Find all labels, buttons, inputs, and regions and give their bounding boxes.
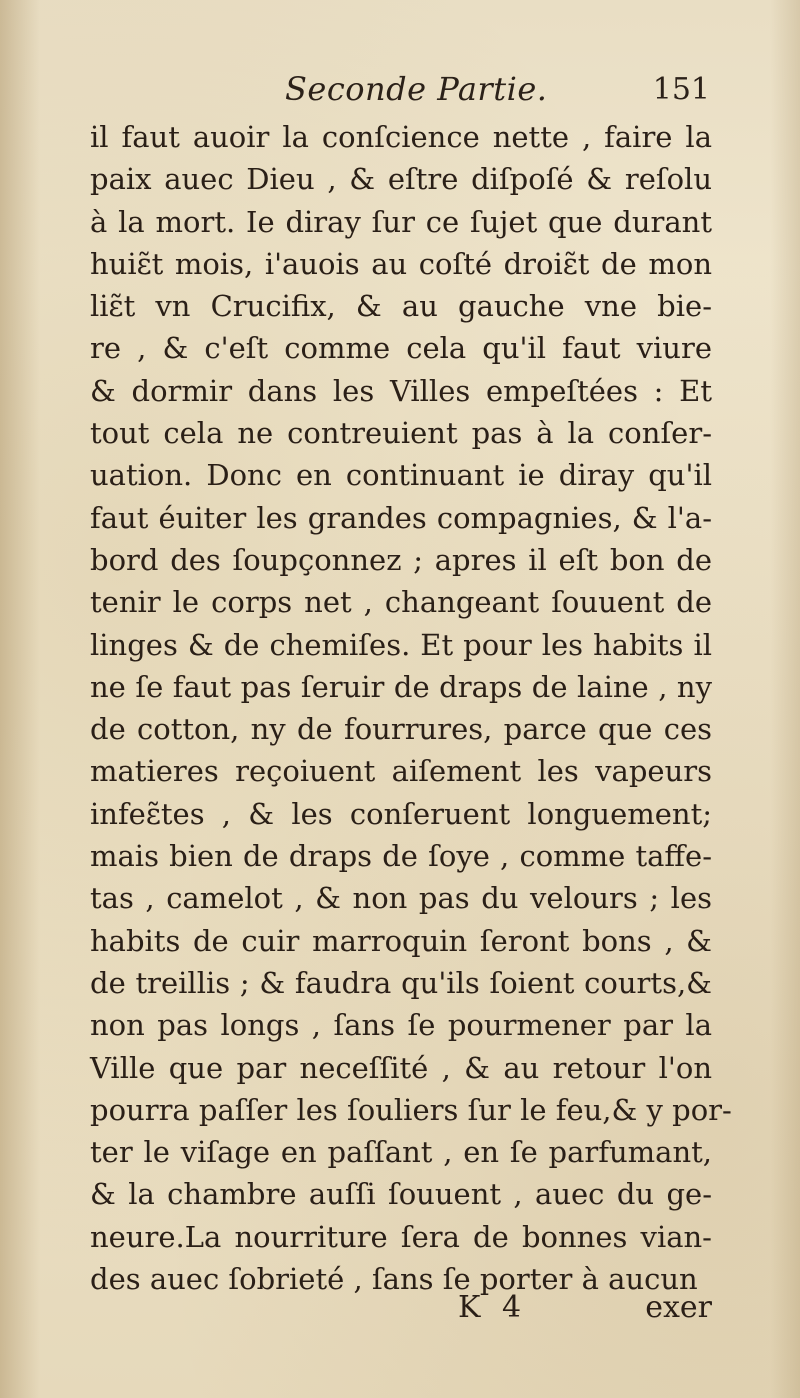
- text-line: infeɛ̃tes , & les conſeruent longuement;: [90, 796, 712, 831]
- running-title: Seconde Partie.: [285, 70, 548, 108]
- catchword: exer: [645, 1290, 712, 1325]
- text-line: bord des ſoupçonnez ; apres il eſt bon de: [90, 542, 712, 577]
- text-line: paix auec Dieu , & eſtre diſpoſé & reſolu: [90, 162, 712, 197]
- text-line: non pas longs , ſans ſe pourmener par la: [90, 1008, 712, 1043]
- running-head: [90, 70, 710, 116]
- text-line: & la chambre auſſi ſouuent , auec du ge-: [90, 1177, 712, 1212]
- page-footer: [90, 1290, 712, 1334]
- text-line: de treillis ; & faudra qu'ils ſoient courts,&: [90, 965, 712, 1000]
- page-number: 151: [652, 72, 710, 107]
- text-line: faut éuiter les grandes compagnies, & l'a-: [90, 500, 712, 535]
- text-line: neure.La nourriture ſera de bonnes vian-: [90, 1219, 712, 1254]
- text-line: tout cela ne contreuient pas à la conſer-: [90, 416, 712, 451]
- text-line: des auec ſobrieté , ſans ſe porter à aucun: [90, 1262, 698, 1297]
- text-line: matieres reçoiuent aiſement les vapeurs: [90, 754, 712, 789]
- text-line: tas , camelot , & non pas du velours ; les: [90, 881, 712, 916]
- text-line: re , & c'eſt comme cela qu'il faut viure: [90, 331, 712, 366]
- text-line: liɛ̃t vn Crucifix, & au gauche vne bie-: [90, 289, 712, 324]
- text-line: il faut auoir la conſcience nette , faire la: [90, 120, 712, 154]
- text-line: ne ſe faut pas ſeruir de draps de laine , ny: [90, 669, 712, 704]
- text-line: uation. Donc en continuant ie diray qu'il: [90, 458, 712, 493]
- text-line: Ville que par neceſſité , & au retour l'on: [90, 1050, 712, 1085]
- text-line: & dormir dans les Villes empeſtées : Et: [90, 373, 712, 408]
- text-line: tenir le corps net , changeant ſouuent de: [90, 585, 712, 620]
- text-line: de cotton, ny de fourrures, parce que ces: [90, 712, 712, 747]
- text-line: habits de cuir marroquin ſeront bons , &: [90, 923, 712, 958]
- text-line: ter le viſage en paſſant , en ſe parfumant,: [90, 1135, 712, 1170]
- text-line: linges & de chemiſes. Et pour les habits il: [90, 627, 712, 662]
- text-line: pourra paſſer les ſouliers ſur le feu,& y por-: [90, 1092, 732, 1127]
- text-line: à la mort. Ie diray ſur ce ſujet que durant: [90, 204, 712, 239]
- body-text: [90, 116, 732, 1300]
- signature-mark: K 4: [458, 1290, 528, 1325]
- text-line: mais bien de draps de ſoye , comme taffe-: [90, 839, 712, 874]
- text-line: huiɛ̃t mois, i'auois au coſté droiɛ̃t de mon: [90, 246, 712, 281]
